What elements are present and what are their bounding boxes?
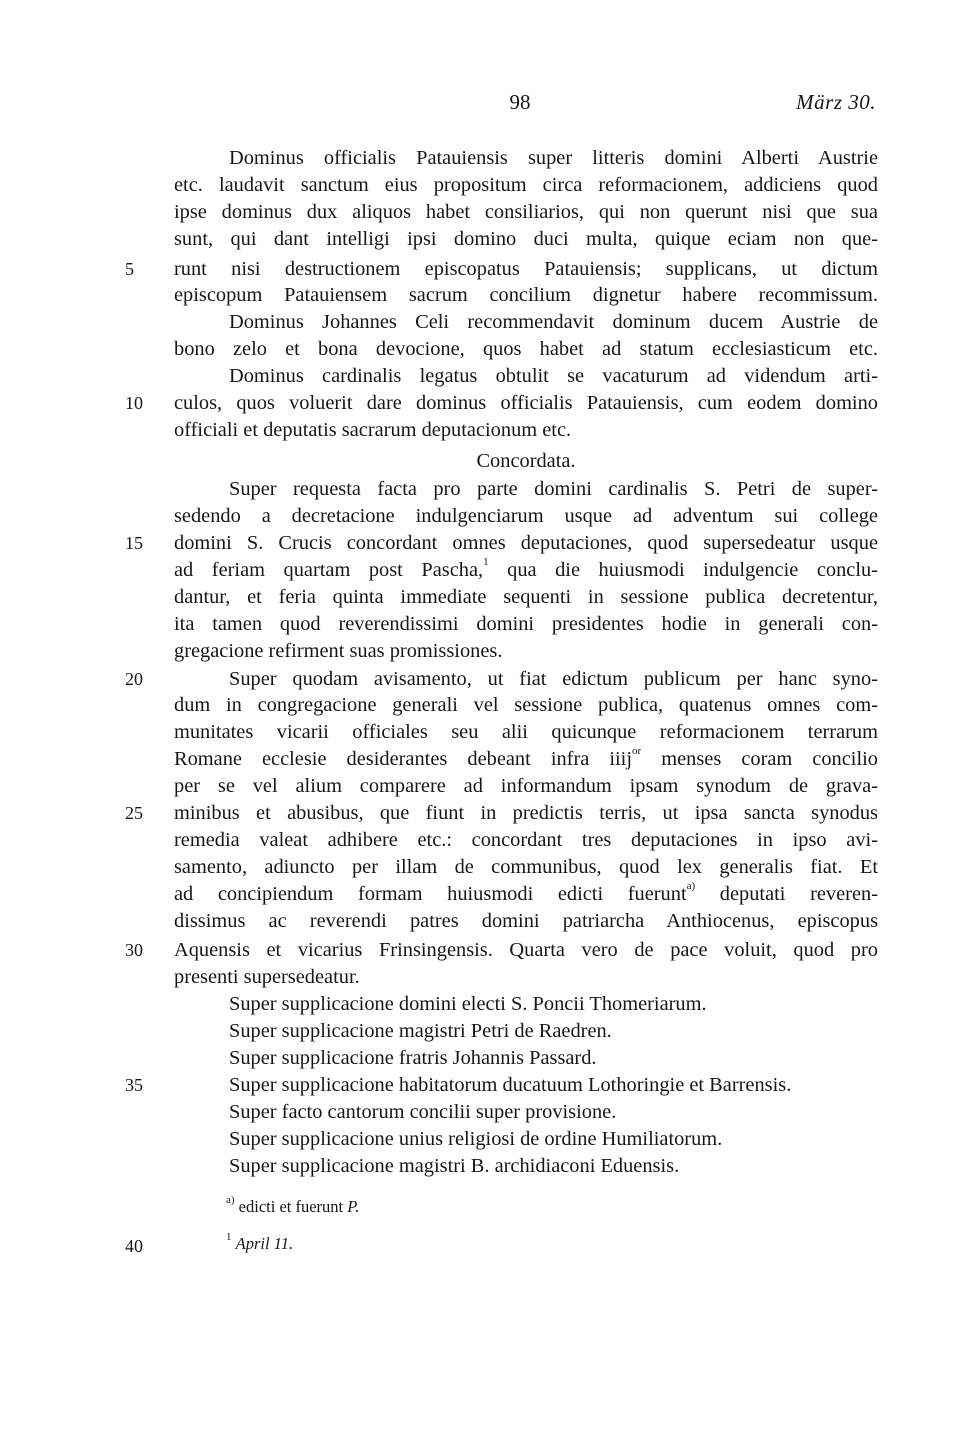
footnote-mark: 1: [226, 1230, 232, 1243]
text-line: Super quodam avisamento, ut fiat edictum publicum per hanc syno-: [229, 668, 878, 690]
running-date: März 30.: [796, 90, 876, 114]
text-line: Super facto cantorum concilii super provisione.: [229, 1101, 617, 1123]
text-line: culos, quos voluerit dare dominus officialis Patauiensis, cum eodem domino: [174, 392, 878, 414]
text-line: [174, 746, 878, 772]
text-line: Super requesta facta pro parte domini cardinalis S. Petri de super-: [229, 478, 878, 500]
text-line: Dominus officialis Patauiensis super litteris domini Alberti Austrie: [229, 147, 878, 169]
text-line: Super supplicacione habitatorum ducatuum Lothoringie et Barrensis.: [229, 1074, 792, 1096]
text-segment: ad feriam quartam post Pascha,: [174, 559, 484, 581]
text-line: bono zelo et bona devocione, quos habet ad statum ecclesiasticum etc.: [174, 338, 878, 360]
footnote-text: edicti et fuerunt: [238, 1197, 344, 1216]
footnote-mark: a): [226, 1193, 235, 1206]
text-line: runt nisi destructionem episcopatus Patauiensis; supplicans, ut dictum: [174, 258, 878, 280]
line-number: 20: [125, 669, 143, 689]
footnote-a: [226, 1193, 360, 1218]
line-number: 10: [125, 393, 143, 413]
section-heading: Concordata.: [476, 450, 576, 472]
text-line: Dominus cardinalis legatus obtulit se vacaturum ad videndum arti-: [229, 365, 878, 387]
text-line: officiali et deputatis sacrarum deputacionum etc.: [174, 419, 572, 441]
text-segment: menses coram concilio: [661, 748, 878, 770]
line-number: 15: [125, 533, 143, 553]
text-line: [174, 557, 878, 583]
line-number: 40: [125, 1236, 143, 1256]
footnote-siglum: P.: [347, 1197, 360, 1216]
text-segment: ad concipiendum formam huiusmodi edicti fuerunt: [174, 883, 687, 905]
text-line: munitates vicarii officiales seu alii quicunque reformacionem terrarum: [174, 721, 878, 743]
line-number: 30: [125, 940, 143, 960]
text-line: Super supplicacione domini electi S. Poncii Thomeriarum.: [229, 993, 707, 1015]
text-line: [174, 881, 878, 907]
text-segment: Romane ecclesie desiderantes debeant infra iiij: [174, 748, 633, 770]
text-line: samento, adiuncto per illam de communibus, quod lex generalis fiat. Et: [174, 856, 878, 878]
text-line: dum in congregacione generali vel sessione publica, quatenus omnes com-: [174, 694, 878, 716]
text-line: ipse dominus dux aliquos habet consiliarios, qui non querunt nisi que sua: [174, 201, 878, 223]
text-line: Super supplicacione magistri Petri de Raedren.: [229, 1020, 612, 1042]
text-line: Super supplicacione magistri B. archidiaconi Eduensis.: [229, 1155, 680, 1177]
text-line: per se vel alium comparere ad informandum ipsam synodum de grava-: [174, 775, 878, 797]
text-line: episcopum Patauiensem sacrum concilium dignetur habere recommissum.: [174, 284, 878, 306]
text-line: etc. laudavit sanctum eius propositum circa reformacionem, addiciens quod: [174, 174, 878, 196]
text-segment: qua die huiusmodi indulgencie conclu-: [507, 559, 878, 581]
footnote-text: April 11.: [235, 1234, 294, 1253]
text-line: sunt, qui dant intelligi ipsi domino duci multa, quique eciam non que-: [174, 228, 878, 250]
text-line: minibus et abusibus, que fiunt in predictis terris, ut ipsa sancta synodus: [174, 802, 878, 824]
text-line: domini S. Crucis concordant omnes deputaciones, quod supersedeatur usque: [174, 532, 878, 554]
footnote-1: [226, 1230, 294, 1255]
page-number: 98: [509, 90, 531, 114]
text-line: dantur, et feria quinta immediate sequenti in sessione publica decretentur,: [174, 586, 878, 608]
text-line: Dominus Johannes Celi recommendavit dominum ducem Austrie de: [229, 311, 878, 333]
text-line: Aquensis et vicarius Frinsingensis. Quarta vero de pace voluit, quod pro: [174, 939, 878, 961]
text-line: dissimus ac reverendi patres domini patriarcha Anthiocenus, episcopus: [174, 910, 878, 932]
text-line: presenti supersedeatur.: [174, 966, 360, 988]
line-number: 25: [125, 803, 143, 823]
line-number: 35: [125, 1075, 143, 1095]
line-number: 5: [125, 259, 134, 279]
text-line: gregacione refirment suas promissiones.: [174, 640, 503, 662]
text-line: Super supplicacione fratris Johannis Passard.: [229, 1047, 597, 1069]
footnote-ref: a): [686, 880, 696, 893]
text-line: Super supplicacione unius religiosi de ordine Humiliatorum.: [229, 1128, 723, 1150]
text-segment: deputati reveren-: [719, 883, 878, 905]
footnote-ref: 1: [483, 556, 489, 569]
superscript: or: [632, 745, 642, 758]
text-line: remedia valeat adhibere etc.: concordant tres deputaciones in ipso avi-: [174, 829, 878, 851]
text-line: ita tamen quod reverendissimi domini presidentes hodie in generali con-: [174, 613, 878, 635]
text-line: sedendo a decretacione indulgenciarum usque ad adventum sui college: [174, 505, 878, 527]
